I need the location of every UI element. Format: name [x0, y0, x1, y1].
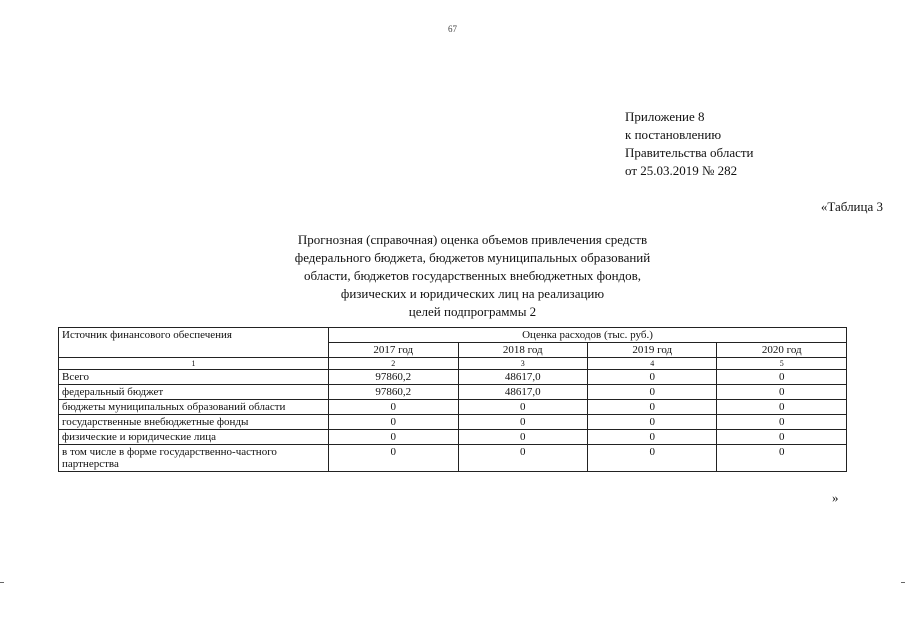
row-value: 97860,2	[329, 370, 458, 385]
column-index: 3	[458, 358, 587, 370]
row-label: бюджеты муниципальных образований области	[59, 400, 329, 415]
row-label: государственные внебюджетные фонды	[59, 415, 329, 430]
row-label: Всего	[59, 370, 329, 385]
row-value: 0	[329, 445, 458, 472]
column-index: 4	[587, 358, 716, 370]
row-value: 0	[587, 445, 716, 472]
scan-edge-mark	[0, 582, 4, 583]
row-value: 0	[717, 430, 847, 445]
row-value: 97860,2	[329, 385, 458, 400]
row-label: федеральный бюджет	[59, 385, 329, 400]
appendix-line: Приложение 8	[625, 109, 705, 124]
scan-edge-mark	[901, 582, 905, 583]
row-value: 0	[587, 385, 716, 400]
page-number: 67	[448, 24, 457, 34]
row-value: 0	[717, 370, 847, 385]
source-header: Источник финансового обеспечения	[59, 328, 329, 358]
document-title	[200, 231, 745, 321]
table-row	[59, 445, 847, 472]
year-header: 2017 год	[329, 343, 458, 358]
column-index-row	[59, 358, 847, 370]
title-line: области, бюджетов государственных внебюджетных фондов,	[303, 268, 642, 283]
row-value: 0	[587, 370, 716, 385]
title-line: целей подпрограммы 2	[408, 304, 537, 319]
closing-quote: »	[832, 490, 839, 505]
row-value: 0	[458, 430, 587, 445]
financing-table	[58, 327, 847, 472]
row-value: 48617,0	[458, 370, 587, 385]
appendix-line: к постановлению	[625, 127, 722, 142]
row-value: 0	[587, 400, 716, 415]
table-mark: «Таблица 3	[820, 199, 883, 214]
row-value: 0	[458, 400, 587, 415]
year-header: 2018 год	[458, 343, 587, 358]
row-value: 0	[329, 400, 458, 415]
table-header-row	[59, 328, 847, 343]
row-value: 0	[717, 385, 847, 400]
appendix-line: от 25.03.2019 № 282	[625, 163, 738, 178]
title-line: физических и юридических лиц на реализацию	[340, 286, 605, 301]
row-value: 0	[458, 415, 587, 430]
row-value: 0	[329, 430, 458, 445]
row-label: физические и юридические лица	[59, 430, 329, 445]
row-value: 0	[587, 415, 716, 430]
table-row	[59, 430, 847, 445]
column-index: 2	[329, 358, 458, 370]
appendix-block	[625, 108, 754, 180]
table-row	[59, 385, 847, 400]
column-index: 5	[717, 358, 847, 370]
row-value: 0	[587, 430, 716, 445]
table-row	[59, 400, 847, 415]
row-label: в том числе в форме государственно-частного партнерства	[59, 445, 329, 472]
row-value: 0	[717, 445, 847, 472]
row-value: 0	[717, 400, 847, 415]
year-header: 2020 год	[717, 343, 847, 358]
year-header: 2019 год	[587, 343, 716, 358]
row-value: 0	[458, 445, 587, 472]
title-line: федерального бюджета, бюджетов муниципальных образований	[294, 250, 651, 265]
row-value: 0	[717, 415, 847, 430]
column-index: 1	[59, 358, 329, 370]
row-value: 48617,0	[458, 385, 587, 400]
row-value: 0	[329, 415, 458, 430]
table-row	[59, 370, 847, 385]
title-line: Прогнозная (справочная) оценка объемов привлечения средств	[297, 232, 648, 247]
appendix-line: Правительства области	[625, 145, 754, 160]
table-row	[59, 415, 847, 430]
estimate-header: Оценка расходов (тыс. руб.)	[329, 328, 847, 343]
